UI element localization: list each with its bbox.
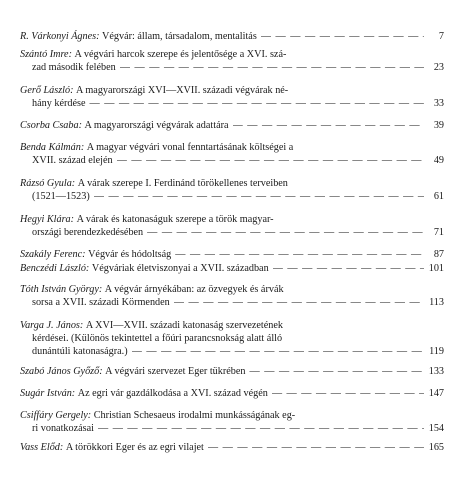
toc-entry-line [20, 48, 444, 61]
toc-page-number: 39 [433, 120, 444, 131]
toc-title: A XVI—XVII. századi katonaság szervezetének [85, 320, 283, 331]
dot-leader [120, 61, 424, 74]
toc-entry [20, 119, 444, 132]
toc-page-number: 133 [428, 366, 444, 377]
toc-entry-line [20, 365, 444, 378]
toc-title: Végvár és hódoltság [88, 249, 172, 260]
toc-entry-line [20, 283, 444, 296]
toc-entry [20, 213, 444, 239]
toc-entry-line [20, 97, 444, 110]
toc-page-number: 147 [428, 388, 444, 399]
toc-author: Sugár István: [20, 388, 76, 399]
toc-title: (1521—1523) [32, 191, 90, 202]
toc-entry [20, 30, 444, 43]
toc-title: A magyar végvári vonal fenntartásának költségei a [86, 142, 294, 153]
toc-entry [20, 283, 444, 309]
toc-entry-line [20, 213, 444, 226]
toc-entry-line [20, 422, 444, 435]
dot-leader [94, 190, 424, 203]
toc-author: Csiffáry Gergely: [20, 410, 92, 421]
toc-author: Szántó Imre: [20, 49, 72, 60]
toc-author: Szabó János Győző: [20, 366, 103, 377]
toc-entry [20, 409, 444, 435]
toc-page-number: 154 [428, 423, 444, 434]
dot-leader [117, 154, 424, 167]
dot-leader [273, 262, 424, 275]
toc-entry [20, 387, 444, 400]
toc-title: kérdései. (Különös tekintettel a főúri parancsnokság alatt álló [32, 333, 283, 344]
dot-leader [174, 296, 424, 309]
toc-entry-line [20, 177, 444, 190]
dot-leader [147, 226, 424, 239]
toc-title: XVII. század elején [32, 155, 113, 166]
dot-leader [89, 97, 424, 110]
toc-title: Az egri vár gazdálkodása a XVI. század végén [77, 388, 268, 399]
toc-author: Benda Kálmán: [20, 142, 85, 153]
dot-leader [261, 30, 424, 43]
toc-entry-line [20, 141, 444, 154]
toc-entry-line [20, 84, 444, 97]
toc-page-number: 119 [429, 346, 444, 357]
toc-entry-line [20, 409, 444, 422]
toc-entry [20, 365, 444, 378]
toc-author: Varga J. János: [20, 320, 84, 331]
toc-author: Szakály Ferenc: [20, 249, 86, 260]
toc-title: A magyarországi XVI—XVII. századi végvárak né- [76, 85, 289, 96]
toc-entry-line [20, 248, 444, 261]
toc-entry-line [20, 387, 444, 400]
toc-page-number: 7 [438, 31, 444, 42]
toc-entry [20, 177, 444, 203]
toc-title: ri vonatkozásai [32, 423, 94, 434]
toc-title: A várak és katonaságuk szerepe a török magyar- [76, 214, 274, 225]
toc-entry-line [20, 332, 444, 345]
toc-title: országi berendezkedésében [32, 227, 144, 238]
toc-title: A végvári harcok szerepe és jelentősége a XVI. szá- [74, 49, 287, 60]
dot-leader [175, 248, 424, 261]
toc-page-number: 33 [433, 98, 444, 109]
toc-title: A végvár árnyékában: az özvegyek és árvák [104, 284, 284, 295]
toc-author: R. Várkonyi Ágnes: [20, 31, 100, 42]
toc-entry [20, 319, 444, 358]
dot-leader [249, 365, 424, 378]
toc-entry [20, 441, 444, 454]
toc-entry-line [20, 61, 444, 74]
toc-entry-line [20, 154, 444, 167]
toc-entry-line [20, 226, 444, 239]
toc-title: A törökkori Eger és az egri vilajet [65, 442, 204, 453]
dot-leader [132, 345, 424, 358]
toc-author: Rázsó Gyula: [20, 178, 76, 189]
toc-entry [20, 262, 444, 275]
dot-leader [208, 441, 424, 454]
toc-title: sorsa a XVII. századi Körmenden [32, 297, 170, 308]
toc-entry [20, 48, 444, 74]
toc-page-number: 23 [433, 62, 444, 73]
toc-title: zad második felében [32, 62, 116, 73]
dot-leader [272, 387, 424, 400]
toc-page-number: 101 [428, 263, 444, 274]
toc-page-number: 49 [433, 155, 444, 166]
toc-page-number: 61 [433, 191, 444, 202]
toc-entry-line [20, 262, 444, 275]
toc-author: Tóth István György: [20, 284, 103, 295]
toc-entry [20, 248, 444, 261]
toc-entry [20, 141, 444, 167]
dot-leader [98, 422, 424, 435]
toc-title: A magyarországi végvárak adattára [84, 120, 229, 131]
toc-page-number: 71 [433, 227, 444, 238]
toc-page-number: 165 [428, 442, 444, 453]
toc-author: Benczédi László: [20, 263, 90, 274]
toc-entry-line [20, 441, 444, 454]
toc-entry-line [20, 296, 444, 309]
dot-leader [233, 119, 424, 132]
toc-title: hány kérdése [32, 98, 86, 109]
toc-page-number: 113 [429, 297, 444, 308]
toc-title: Christian Schesaeus irodalmi munkásságának eg- [93, 410, 296, 421]
toc-entry-line [20, 319, 444, 332]
toc-entry-line [20, 190, 444, 203]
toc-title: Végvár: állam, társadalom, mentalitás [102, 31, 257, 42]
toc-title: dunántúli katonaságra.) [32, 346, 128, 357]
toc-entry [20, 84, 444, 110]
toc-author: Vass Előd: [20, 442, 64, 453]
toc-page-number: 87 [433, 249, 444, 260]
toc-title: A várak szerepe I. Ferdinánd törökellenes terveiben [77, 178, 288, 189]
toc-author: Hegyi Klára: [20, 214, 75, 225]
toc-author: Csorba Csaba: [20, 120, 82, 131]
toc-author: Gerő László: [20, 85, 74, 96]
toc-entry-line [20, 30, 444, 43]
toc-title: Végváriak életviszonyai a XVII. században [91, 263, 269, 274]
toc-title: A végvári szervezet Eger tükrében [105, 366, 246, 377]
toc-entry-line [20, 345, 444, 358]
toc-entry-line [20, 119, 444, 132]
